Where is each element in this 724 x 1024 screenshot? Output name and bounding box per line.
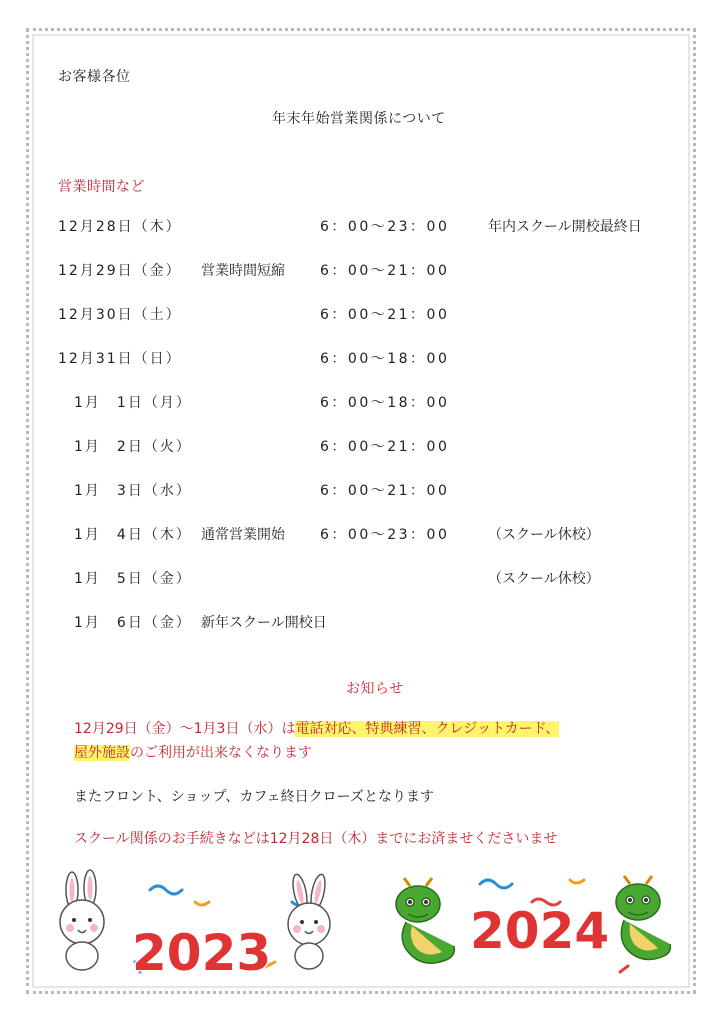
schedule-row [74, 612, 694, 634]
schedule-time: 6：00～21：00 [320, 439, 450, 455]
schedule-date: 1月 3日（水） [74, 483, 192, 499]
page-border [26, 28, 696, 994]
page-title: 年末年始営業関係について [272, 111, 446, 127]
schedule-extra: 年内スクール開校最終日 [488, 219, 642, 235]
section-heading: 営業時間など [58, 179, 145, 195]
rabbit-icon [288, 873, 330, 969]
schedule-date: 12月28日（木） [58, 219, 182, 235]
notice-text: のご利用が出来なくなります [130, 745, 312, 761]
schedule-note: 新年スクール開校日 [201, 615, 327, 631]
dragon-icon [616, 876, 670, 960]
schedule-row [58, 348, 678, 370]
schedule-time: 6：00～23：00 [320, 219, 450, 235]
notice-highlight: 電話対応、特典練習、クレジットカード、 [295, 721, 560, 737]
notice-line-1 [74, 718, 559, 738]
year-2024: 2024 [470, 902, 610, 960]
year-2023: 2023 [132, 924, 272, 982]
schedule-date: 1月 5日（金） [74, 571, 192, 587]
notice-highlight: 屋外施設 [74, 745, 130, 761]
schedule-note: 通常営業開始 [201, 527, 285, 543]
schedule-row [58, 216, 678, 238]
notice-line-2 [74, 742, 312, 762]
schedule-row [74, 568, 694, 590]
schedule-time: 6：00～18：00 [320, 395, 450, 411]
schedule-date: 1月 1日（月） [74, 395, 192, 411]
schedule-date: 1月 2日（火） [74, 439, 192, 455]
schedule-time: 6：00～18：00 [320, 351, 450, 367]
schedule-date: 12月31日（日） [58, 351, 182, 367]
new-year-banner [40, 862, 680, 987]
rabbit-icon [60, 870, 104, 970]
schedule-time: 6：00～21：00 [320, 263, 450, 279]
schedule-time: 6：00～21：00 [320, 483, 450, 499]
salutation: お客様各位 [58, 69, 131, 85]
schedule-extra: （スクール休校） [488, 571, 600, 587]
schedule-row [74, 480, 694, 502]
schedule-row [74, 524, 694, 546]
schedule-time: 6：00～21：00 [320, 307, 450, 323]
schedule-date: 12月29日（金） [58, 263, 182, 279]
schedule-row [58, 260, 678, 282]
notice-line-3: またフロント、ショップ、カフェ終日クローズとなります [74, 789, 434, 805]
schedule-extra: （スクール休校） [488, 527, 600, 543]
notice-date-range: 12月29日（金）～1月3日（水）は [74, 721, 296, 737]
schedule-date: 1月 6日（金） [74, 615, 192, 631]
schedule-row [74, 392, 694, 414]
schedule-date: 1月 4日（木） [74, 527, 192, 543]
notice-heading: お知らせ [346, 681, 404, 697]
schedule-row [58, 304, 678, 326]
schedule-date: 12月30日（土） [58, 307, 182, 323]
schedule-note: 営業時間短縮 [201, 263, 285, 279]
schedule-time: 6：00～23：00 [320, 527, 450, 543]
dragon-icon [396, 878, 454, 963]
schedule-row [74, 436, 694, 458]
notice-line-4: スクール関係のお手続きなどは12月28日（木）までにお済ませくださいませ [74, 831, 558, 847]
